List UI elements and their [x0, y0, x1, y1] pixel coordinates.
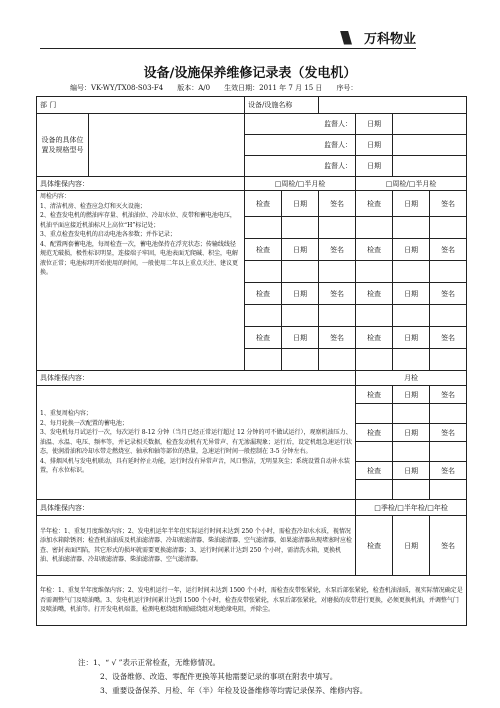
doc-version: 版本：A/0: [177, 84, 211, 92]
weekly-cell[interactable]: [282, 349, 319, 371]
weekly-check-header: 检查: [356, 239, 393, 261]
supervisor-date-label-2: 日期: [356, 135, 393, 156]
note-3: 3、重要设备保养、月检、年（半）年检及设备维修等均需记录保养、维修内容。: [100, 686, 368, 695]
equip-position-label: 设备的具体位置及规格型号: [41, 136, 84, 154]
monthly-line-1: 2、每月轮换一次配置的蓄电池；: [40, 419, 128, 427]
supervisor-date-label-1: 日期: [356, 114, 393, 135]
weekly-date-header: 日期: [282, 283, 319, 305]
weekly-sign-header: 签名: [430, 283, 467, 305]
monthly-title: 月检: [404, 374, 419, 382]
footnotes: [78, 656, 367, 698]
monthly-cell[interactable]: [393, 442, 430, 462]
header-divider: [40, 48, 416, 49]
year-content-cell: [37, 576, 467, 626]
supervisor-label-2: 监督人：: [324, 141, 353, 149]
note-1: 注：1、“ √ ”表示正常检查，无维修情况。: [78, 658, 220, 667]
monthly-sign-header: 签名: [430, 462, 467, 480]
supervisor-date-value-3[interactable]: [393, 156, 467, 177]
weekly-cell[interactable]: [430, 349, 467, 371]
supervisor-date-value-2[interactable]: [393, 135, 467, 156]
vanke-logo-icon: [340, 31, 360, 45]
supervisor-date-value-1[interactable]: [393, 114, 467, 135]
weekly-sign-header: 签名: [430, 239, 467, 261]
weekly-sign-header: 签名: [430, 191, 467, 217]
weekly-check-header: 检查: [356, 283, 393, 305]
monthly-content-label-cell: 具体维保内容：: [37, 371, 356, 386]
weekly-cell[interactable]: [356, 217, 393, 239]
weekly-cell[interactable]: [430, 261, 467, 283]
weekly-line-3: 3、重点检查发电机的启动电池各参数；并作记录；: [40, 231, 176, 238]
weekly-date-header: 日期: [393, 239, 430, 261]
semiannual-sign-header: 签名: [430, 516, 467, 576]
weekly-sign-header: 签名: [430, 327, 467, 349]
weekly-cell[interactable]: [282, 217, 319, 239]
weekly-content-cell: [37, 191, 245, 371]
monthly-cell[interactable]: [430, 404, 467, 424]
weekly-cell[interactable]: [282, 261, 319, 283]
equip-position-value-cell[interactable]: [89, 114, 245, 177]
weekly-cell[interactable]: [393, 349, 430, 371]
weekly-line-2: 2、检查发电机的燃油库存量、机油油位、冷却水位、皮带和蓄电池电压，机油平面应接近机油标尺上高位“H”标记处；: [40, 212, 236, 229]
monthly-date-header: 日期: [393, 462, 430, 480]
monthly-date-header: 日期: [393, 424, 430, 442]
weekly-date-header: 日期: [393, 327, 430, 349]
half-year-content: 半年检：1、重复月度维保内容；2、发电机运年半年但实际运行时间未达到 250 个小时，需检查冷却水水质，视情况添加水箱除锈剂；检查机油油质及机油滤清器、冷却液滤清器、柴油滤清器、空气滤清器，如果滤清器出现堵塞时应检查、密封表面凹陷，其它形式的损坏就需要更换滤清器；3、运行时间累计达到 250 个小时，需清洗水箱，更换机油、机油滤清器、冷却液滤清器、柴油滤清器、空气滤清器。: [40, 527, 353, 563]
monthly-cell[interactable]: [356, 404, 393, 424]
company-logo: [340, 28, 416, 47]
weekly-sign-header: 签名: [319, 283, 356, 305]
weekly-check-header: 检查: [245, 191, 282, 217]
serial-number-label: 序号：: [336, 84, 358, 92]
weekly-date-header: 日期: [282, 239, 319, 261]
weekly-cell[interactable]: [282, 305, 319, 327]
monthly-content-cell: [37, 386, 356, 500]
weekly-cell[interactable]: [245, 305, 282, 327]
weekly-cell[interactable]: [356, 305, 393, 327]
weekly-date-header: 日期: [282, 327, 319, 349]
monthly-cell[interactable]: [430, 480, 467, 500]
monthly-sign-header: 签名: [430, 386, 467, 404]
dept-label: 部 门: [40, 101, 57, 109]
monthly-cell[interactable]: [356, 442, 393, 462]
weekly-cell[interactable]: [319, 217, 356, 239]
logo-text: 万科物业: [363, 32, 416, 47]
weekly-option-b[interactable]: □周检/□半月检: [356, 177, 467, 191]
page-title: 设备/设施保养维修记录表（发电机）: [143, 66, 357, 81]
weekly-line-1: 1、清洁机房、检查应急灯和灭火设施；: [40, 202, 146, 210]
monthly-line-3: 4、排烟风机与发电机联动，具有延时停止功能，运行时没有异常声音，风口整洁，无明显灰尘；系统设置自动补水装置，有水位标识。: [40, 457, 350, 475]
weekly-date-header: 日期: [282, 191, 319, 217]
weekly-cell[interactable]: [356, 349, 393, 371]
weekly-cell[interactable]: [319, 261, 356, 283]
supervisor-cell-1[interactable]: [245, 114, 356, 135]
monthly-cell[interactable]: [393, 404, 430, 424]
weekly-check-header: 检查: [245, 327, 282, 349]
supervisor-label-1: 监督人：: [324, 120, 353, 128]
half-year-content-cell: [37, 516, 356, 576]
weekly-cell[interactable]: [245, 349, 282, 371]
semiannual-option-cell[interactable]: [356, 500, 467, 516]
supervisor-date-label-3: 日期: [356, 156, 393, 177]
monthly-title-cell: [356, 371, 467, 386]
weekly-cell[interactable]: [393, 305, 430, 327]
supervisor-label-3: 监督人：: [324, 162, 353, 170]
equip-name-value-cell[interactable]: [319, 97, 467, 114]
weekly-cell[interactable]: [430, 217, 467, 239]
weekly-cell[interactable]: [245, 217, 282, 239]
weekly-sign-header: 签名: [319, 239, 356, 261]
equip-name-label-cell: [245, 97, 319, 114]
weekly-cell[interactable]: [393, 217, 430, 239]
monthly-cell[interactable]: [430, 442, 467, 462]
effective-date: 生效日期：2011 年 7 月 15 日: [224, 84, 323, 92]
semiannual-check-header: 检查: [356, 516, 393, 576]
monthly-sign-header: 签名: [430, 424, 467, 442]
weekly-sign-header: 签名: [319, 327, 356, 349]
weekly-cell[interactable]: [430, 305, 467, 327]
monthly-check-header: 检查: [356, 386, 393, 404]
weekly-line-4: 4、配置两套蓄电池，每周检查一次，蓄电池保持在浮充状态；传输线线径规范无破损，极性标识明显，连接端子牢固，电池表面无爬碱、积尘，电解液位正常；电池标明开始使用的时间，一般使用二年以上重点关注、建议更换。: [40, 240, 239, 276]
monthly-check-header: 检查: [356, 462, 393, 480]
maintenance-table: [36, 96, 467, 626]
semiannual-date-header: 日期: [393, 516, 430, 576]
weekly-content-label-cell: 具体维保内容：: [37, 177, 245, 191]
doc-code: 编号：VK-WY/TX08-S03-F4: [70, 84, 164, 92]
document-meta: [70, 83, 357, 93]
monthly-date-header: 日期: [393, 386, 430, 404]
semiannual-option: □季检/□半年检/□年检: [374, 503, 448, 512]
weekly-cell[interactable]: [245, 261, 282, 283]
weekly-check-header: 检查: [245, 239, 282, 261]
monthly-cell[interactable]: [393, 480, 430, 500]
weekly-date-header: 日期: [393, 283, 430, 305]
monthly-cell[interactable]: [356, 480, 393, 500]
monthly-check-header: 检查: [356, 424, 393, 442]
monthly-line-2: 3、发电机每月试运行一次，每次运行 8-12 分钟（当月已经正常运行超过 12 分钟的可不做试运行），观察机油压力、油温、水温、电压、频率等，并记录相关数据，检查发动机有无异常声、有无渗漏现象；运行后，设定机组急速运行状态，使润滑油和冷却水带走燃烧室、轴承和轴等部位的热量，急速运行时间一般控制在 3-5 分钟左右。: [40, 429, 353, 456]
dept-cell: [37, 97, 245, 114]
weekly-cell[interactable]: [319, 305, 356, 327]
equip-name-label: 设备/设施名称: [248, 101, 293, 109]
note-2: 2、设备维修、改造、零配件更换等其他需要记录的事项在附表中填写。: [100, 672, 338, 681]
equip-position-label-cell: [37, 114, 89, 177]
weekly-line-0: 周检内容：: [40, 193, 71, 200]
supervisor-cell-3[interactable]: [245, 156, 356, 177]
weekly-option-a[interactable]: □周检/□半月检: [245, 177, 356, 191]
weekly-date-header: 日期: [393, 191, 430, 217]
supervisor-cell-2[interactable]: [245, 135, 356, 156]
year-content: 年检：1、重复半年度维保内容；2、发电机运行一年，运行时间未达到 1500 个小时，需检查皮带张紧轮，水泵后部张紧轮，检查机油油质，视实际情况确定是否需调整气门及喷油嘴。3、发电机运行时间累计达到 1500 个小时，检查皮带张紧轮，水泵后部张紧轮，对磨损的皮带进行更换，必须更换机油，并调整气门及喷油嘴，机油等。打开发电机端盖，检测电枢绕组和励磁绕组对地绝缘电阻，并除尘。: [40, 587, 463, 614]
semiannual-content-label-cell: 具体维保内容：: [37, 500, 356, 516]
weekly-sign-header: 签名: [319, 191, 356, 217]
weekly-cell[interactable]: [319, 349, 356, 371]
weekly-cell[interactable]: [356, 261, 393, 283]
monthly-line-0: 1、重复周检内容；: [40, 410, 92, 418]
weekly-cell[interactable]: [393, 261, 430, 283]
weekly-check-header: 检查: [356, 191, 393, 217]
weekly-check-header: 检查: [356, 327, 393, 349]
weekly-check-header: 检查: [245, 283, 282, 305]
